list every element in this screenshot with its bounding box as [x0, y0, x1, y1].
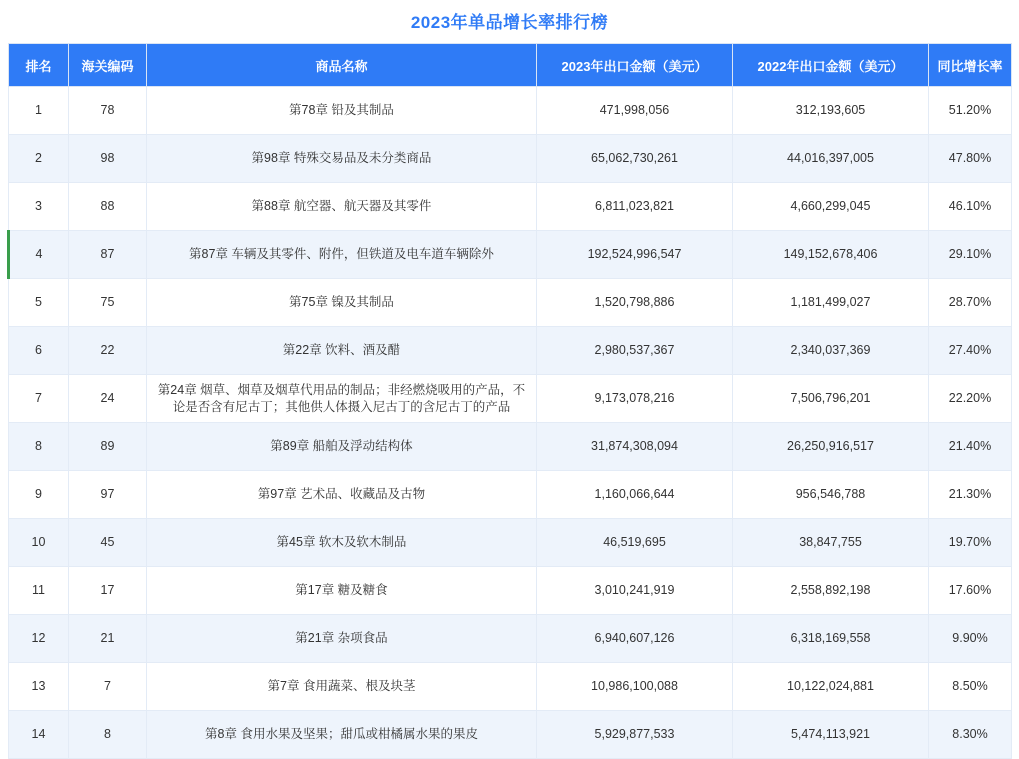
- table-row: [9, 231, 1012, 279]
- cell-export-2022: 956,546,788: [733, 471, 929, 519]
- table-row: [9, 183, 1012, 231]
- table-row: [9, 375, 1012, 423]
- column-header-export-2022: 2022年出口金额（美元）: [733, 44, 929, 87]
- cell-rank: 2: [9, 135, 69, 183]
- table-row: [9, 279, 1012, 327]
- cell-growth-rate: 8.50%: [929, 663, 1012, 711]
- cell-product-name: 第97章 艺术品、收藏品及古物: [147, 471, 537, 519]
- cell-export-2022: 4,660,299,045: [733, 183, 929, 231]
- cell-customs-code: 24: [69, 375, 147, 423]
- cell-customs-code: 97: [69, 471, 147, 519]
- table-row: [9, 615, 1012, 663]
- cell-rank: 3: [9, 183, 69, 231]
- cell-growth-rate: 51.20%: [929, 87, 1012, 135]
- cell-export-2023: 31,874,308,094: [537, 423, 733, 471]
- cell-customs-code: 98: [69, 135, 147, 183]
- table-header-row: [9, 44, 1012, 87]
- cell-export-2023: 9,173,078,216: [537, 375, 733, 423]
- cell-customs-code: 78: [69, 87, 147, 135]
- cell-growth-rate: 47.80%: [929, 135, 1012, 183]
- cell-export-2023: 46,519,695: [537, 519, 733, 567]
- table-row: [9, 87, 1012, 135]
- cell-export-2022: 44,016,397,005: [733, 135, 929, 183]
- cell-export-2023: 2,980,537,367: [537, 327, 733, 375]
- cell-customs-code: 21: [69, 615, 147, 663]
- cell-product-name: 第17章 糖及糖食: [147, 567, 537, 615]
- table-body: [9, 87, 1012, 759]
- cell-growth-rate: 28.70%: [929, 279, 1012, 327]
- cell-growth-rate: 21.40%: [929, 423, 1012, 471]
- cell-rank: 9: [9, 471, 69, 519]
- cell-export-2022: 149,152,678,406: [733, 231, 929, 279]
- table-row: [9, 711, 1012, 759]
- cell-customs-code: 89: [69, 423, 147, 471]
- cell-export-2023: 471,998,056: [537, 87, 733, 135]
- cell-export-2022: 312,193,605: [733, 87, 929, 135]
- cell-customs-code: 87: [69, 231, 147, 279]
- cell-customs-code: 45: [69, 519, 147, 567]
- cell-export-2022: 26,250,916,517: [733, 423, 929, 471]
- cell-product-name: 第75章 镍及其制品: [147, 279, 537, 327]
- table-row: [9, 327, 1012, 375]
- cell-export-2022: 38,847,755: [733, 519, 929, 567]
- cell-export-2022: 10,122,024,881: [733, 663, 929, 711]
- cell-rank: 5: [9, 279, 69, 327]
- cell-export-2023: 1,520,798,886: [537, 279, 733, 327]
- cell-rank: 14: [9, 711, 69, 759]
- table-header: [9, 44, 1012, 87]
- cell-rank: 4: [9, 231, 69, 279]
- cell-growth-rate: 19.70%: [929, 519, 1012, 567]
- column-header-rank: 排名: [9, 44, 69, 87]
- column-header-growth-rate: 同比增长率: [929, 44, 1012, 87]
- column-header-customs-code: 海关编码: [69, 44, 147, 87]
- cell-export-2022: 5,474,113,921: [733, 711, 929, 759]
- column-header-product-name: 商品名称: [147, 44, 537, 87]
- cell-rank: 13: [9, 663, 69, 711]
- cell-growth-rate: 22.20%: [929, 375, 1012, 423]
- cell-customs-code: 7: [69, 663, 147, 711]
- cell-export-2023: 10,986,100,088: [537, 663, 733, 711]
- cell-customs-code: 8: [69, 711, 147, 759]
- table-row: [9, 663, 1012, 711]
- cell-export-2022: 2,558,892,198: [733, 567, 929, 615]
- cell-product-name: 第7章 食用蔬菜、根及块茎: [147, 663, 537, 711]
- cell-export-2023: 1,160,066,644: [537, 471, 733, 519]
- cell-growth-rate: 27.40%: [929, 327, 1012, 375]
- cell-product-name: 第89章 船舶及浮动结构体: [147, 423, 537, 471]
- cell-product-name: 第8章 食用水果及坚果；甜瓜或柑橘属水果的果皮: [147, 711, 537, 759]
- cell-export-2023: 3,010,241,919: [537, 567, 733, 615]
- cell-rank: 7: [9, 375, 69, 423]
- cell-growth-rate: 9.90%: [929, 615, 1012, 663]
- cell-growth-rate: 21.30%: [929, 471, 1012, 519]
- cell-rank: 11: [9, 567, 69, 615]
- cell-product-name: 第22章 饮料、酒及醋: [147, 327, 537, 375]
- cell-export-2023: 65,062,730,261: [537, 135, 733, 183]
- cell-product-name: 第78章 铅及其制品: [147, 87, 537, 135]
- cell-product-name: 第87章 车辆及其零件、附件，但铁道及电车道车辆除外: [147, 231, 537, 279]
- cell-product-name: 第21章 杂项食品: [147, 615, 537, 663]
- cell-growth-rate: 46.10%: [929, 183, 1012, 231]
- table-row: [9, 135, 1012, 183]
- cell-product-name: 第98章 特殊交易品及未分类商品: [147, 135, 537, 183]
- column-header-export-2023: 2023年出口金额（美元）: [537, 44, 733, 87]
- cell-rank: 6: [9, 327, 69, 375]
- cell-export-2022: 2,340,037,369: [733, 327, 929, 375]
- cell-export-2022: 1,181,499,027: [733, 279, 929, 327]
- table-row: [9, 471, 1012, 519]
- cell-export-2022: 7,506,796,201: [733, 375, 929, 423]
- cell-export-2023: 6,940,607,126: [537, 615, 733, 663]
- cell-customs-code: 88: [69, 183, 147, 231]
- cell-customs-code: 17: [69, 567, 147, 615]
- cell-customs-code: 75: [69, 279, 147, 327]
- cell-growth-rate: 17.60%: [929, 567, 1012, 615]
- cell-rank: 10: [9, 519, 69, 567]
- cell-product-name: 第45章 软木及软木制品: [147, 519, 537, 567]
- cell-export-2023: 5,929,877,533: [537, 711, 733, 759]
- ranking-table: [7, 43, 1012, 759]
- cell-growth-rate: 8.30%: [929, 711, 1012, 759]
- cell-rank: 8: [9, 423, 69, 471]
- cell-export-2023: 192,524,996,547: [537, 231, 733, 279]
- table-row: [9, 567, 1012, 615]
- cell-export-2023: 6,811,023,821: [537, 183, 733, 231]
- table-row: [9, 423, 1012, 471]
- page-title: 2023年单品增长率排行榜: [410, 13, 609, 32]
- cell-customs-code: 22: [69, 327, 147, 375]
- cell-rank: 12: [9, 615, 69, 663]
- cell-product-name: 第24章 烟草、烟草及烟草代用品的制品；非经燃烧吸用的产品，不论是否含有尼古丁；其他供人体摄入尼古丁的含尼古丁的产品: [147, 375, 537, 423]
- cell-growth-rate: 29.10%: [929, 231, 1012, 279]
- table-row: [9, 519, 1012, 567]
- cell-rank: 1: [9, 87, 69, 135]
- cell-product-name: 第88章 航空器、航天器及其零件: [147, 183, 537, 231]
- cell-export-2022: 6,318,169,558: [733, 615, 929, 663]
